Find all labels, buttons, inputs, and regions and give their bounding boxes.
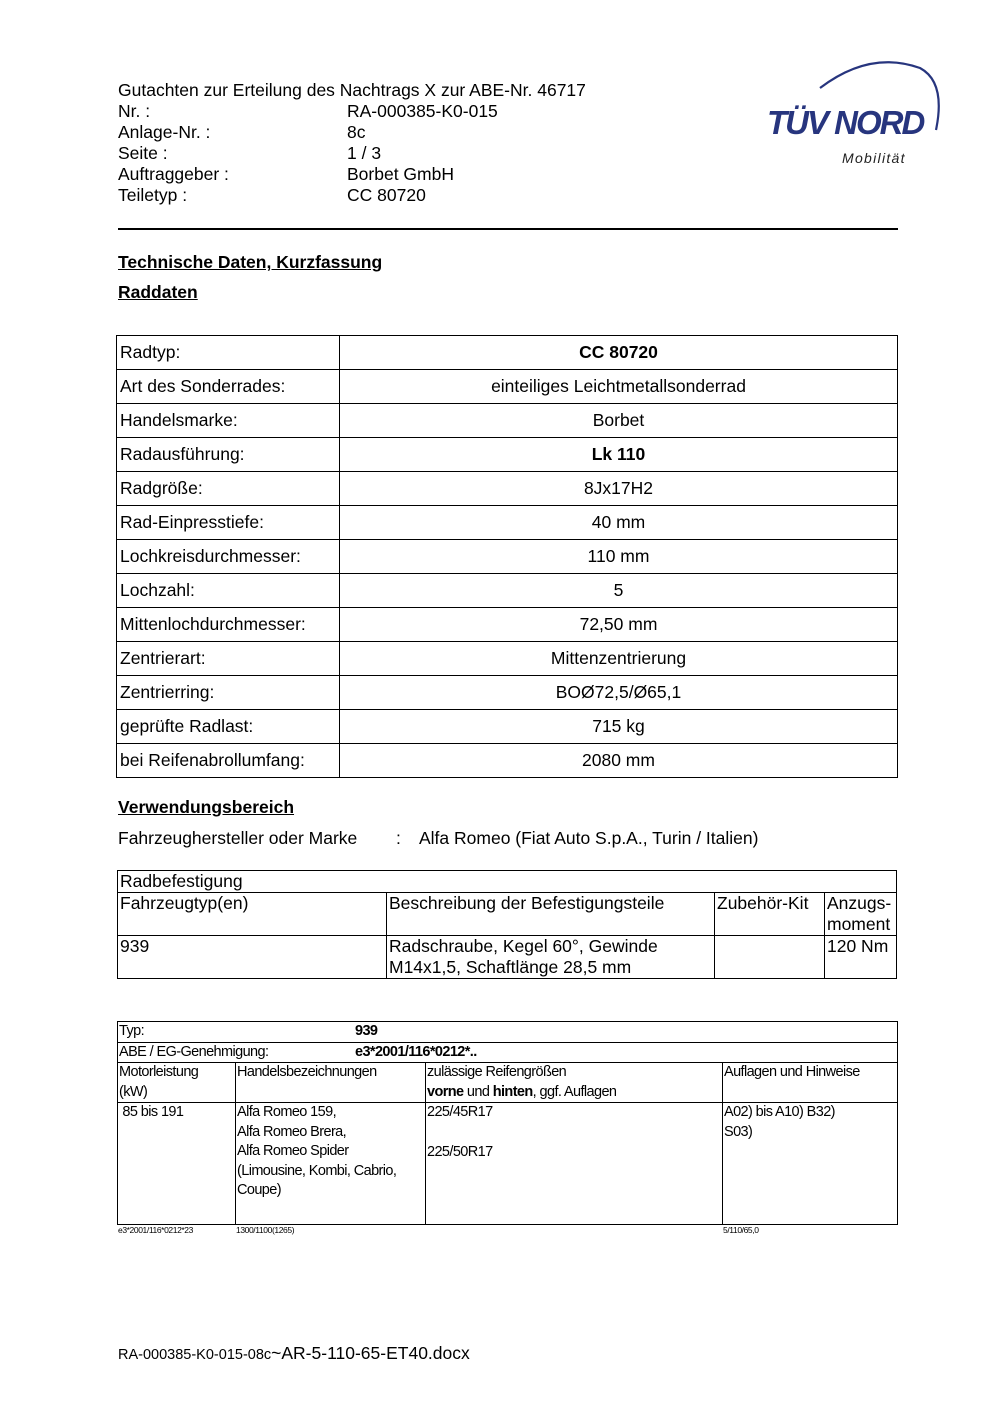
row-value: 5	[340, 574, 898, 608]
logo-text: TÜV NORD	[767, 104, 924, 141]
filename-part: RA-000385-K0-015-08c	[118, 1347, 272, 1363]
typ-value: 939	[355, 1023, 378, 1039]
header-line: Motorleistung	[119, 1064, 199, 1080]
table-row	[117, 336, 898, 370]
table-row	[117, 506, 898, 540]
table-row	[117, 676, 898, 710]
row-value: BOØ72,5/Ø65,1	[340, 676, 898, 710]
row-value: 715 kg	[340, 710, 898, 744]
header-label: Teiletyp :	[118, 185, 188, 205]
column-header: Zubehör-Kit	[715, 893, 825, 936]
header-line: Anzugs-	[827, 893, 892, 913]
header-motor	[118, 1063, 236, 1103]
row-label: Radgröße:	[117, 472, 340, 506]
cell-beschreibung	[387, 936, 715, 979]
table-row	[118, 936, 897, 979]
header-auflagen: Auflagen und Hinweise	[723, 1063, 898, 1103]
column-header: Fahrzeugtyp(en)	[118, 893, 387, 936]
table-row	[117, 608, 898, 642]
cell-line: 225/50R17	[427, 1143, 493, 1160]
usage-line	[118, 828, 758, 849]
foot-code: 1300/1100(1265)	[236, 1225, 295, 1235]
befestigung-title: Radbefestigung	[118, 871, 897, 893]
raddaten-heading: Raddaten	[118, 282, 198, 302]
befestigung-table	[117, 870, 897, 979]
header-row-auftraggeber	[118, 164, 586, 185]
table-row	[118, 871, 897, 893]
header-label: Seite :	[118, 143, 168, 163]
row-label: Zentrierart:	[117, 642, 340, 676]
verwendung-heading: Verwendungsbereich	[118, 797, 295, 817]
row-value: Borbet	[340, 404, 898, 438]
row-label: bei Reifenabrollumfang:	[117, 744, 340, 778]
row-label: Zentrierring:	[117, 676, 340, 710]
usage-separator: :	[396, 828, 401, 848]
row-value: 110 mm	[340, 540, 898, 574]
abe-cell	[118, 1042, 898, 1063]
header-hinten: hinten	[492, 1083, 533, 1100]
usage-value: Alfa Romeo (Fiat Auto S.p.A., Turin / Italien)	[419, 828, 759, 848]
header-divider	[118, 228, 898, 230]
cell-line: 225/45R17	[427, 1104, 493, 1120]
table-row	[117, 472, 898, 506]
table-row	[117, 404, 898, 438]
table-row	[117, 642, 898, 676]
header-label: Auftraggeber :	[118, 164, 229, 184]
header-label: Nr. :	[118, 101, 151, 121]
filename-part: ~AR-5-110-65-ET40.docx	[271, 1343, 470, 1363]
table-row	[117, 744, 898, 778]
header-line	[427, 1083, 721, 1103]
table-row	[117, 710, 898, 744]
row-label: Rad-Einpresstiefe:	[117, 506, 340, 540]
cell-kit	[715, 936, 825, 979]
cell-line: M14x1,5, Schaftlänge 28,5 mm	[389, 957, 632, 977]
cell-handel	[236, 1103, 426, 1225]
column-header-anzug	[825, 893, 897, 936]
header-handel: Handelsbezeichnungen	[236, 1063, 426, 1103]
cell-reifen	[426, 1103, 723, 1225]
cell-line: S03)	[724, 1123, 753, 1140]
header-value: Borbet GmbH	[347, 164, 454, 184]
typ-cell	[118, 1022, 898, 1043]
foot-code: 5/110/65,0	[723, 1225, 759, 1235]
row-label: Handelsmarke:	[117, 404, 340, 438]
row-value: 2080 mm	[340, 744, 898, 778]
cell-typ: 939	[118, 936, 387, 979]
column-header: Beschreibung der Befestigungsteile	[387, 893, 715, 936]
row-value: Mittenzentrierung	[340, 642, 898, 676]
row-value: 8Jx17H2	[340, 472, 898, 506]
cell-motor: 85 bis 191	[118, 1103, 236, 1225]
row-value: Lk 110	[340, 438, 898, 472]
abe-row	[118, 1042, 898, 1063]
row-label: geprüfte Radlast:	[117, 710, 340, 744]
abe-label: ABE / EG-Genehmigung:	[119, 1043, 269, 1060]
header-row-teiletyp	[118, 185, 586, 206]
row-label: Lochkreisdurchmesser:	[117, 540, 340, 574]
cell-line: Coupe)	[237, 1182, 281, 1198]
row-value: CC 80720	[340, 336, 898, 370]
row-value: einteiliges Leichtmetallsonderrad	[340, 370, 898, 404]
header-vorne: vorne	[427, 1083, 464, 1100]
typ-label: Typ:	[119, 1023, 144, 1039]
cell-line: (Limousine, Kombi, Cabrio,	[237, 1162, 397, 1179]
header-row-seite	[118, 143, 586, 164]
table-row	[117, 438, 898, 472]
table-header-row	[118, 1063, 898, 1103]
section-title: Technische Daten, Kurzfassung	[118, 252, 383, 272]
cell-line: Alfa Romeo Brera,	[237, 1123, 347, 1140]
cell-line: Alfa Romeo 159,	[237, 1104, 337, 1120]
row-label: Art des Sonderrades:	[117, 370, 340, 404]
header-line: (kW)	[119, 1083, 148, 1100]
table-row	[118, 1103, 898, 1225]
foot-code: e3*2001/116*0212*23	[118, 1225, 193, 1235]
header-line: moment	[827, 914, 891, 934]
typ-row	[118, 1022, 898, 1043]
cell-line: Alfa Romeo Spider	[237, 1143, 349, 1159]
header-und: und	[463, 1083, 493, 1100]
document-header	[118, 80, 586, 206]
row-label: Lochzahl:	[117, 574, 340, 608]
row-label: Radtyp:	[117, 336, 340, 370]
header-value: 8c	[347, 122, 366, 142]
table-row	[117, 574, 898, 608]
table-row	[117, 370, 898, 404]
cell-line: A02) bis A10) B32)	[724, 1104, 835, 1120]
document-title: Gutachten zur Erteilung des Nachtrags X zur ABE-Nr. 46717	[118, 80, 586, 100]
typ-table	[117, 1021, 898, 1225]
header-line: zulässige Reifengrößen	[427, 1064, 567, 1080]
abe-value: e3*2001/116*0212*..	[355, 1043, 477, 1060]
header-value: RA-000385-K0-015	[347, 101, 498, 121]
row-value: 72,50 mm	[340, 608, 898, 642]
document-filename	[118, 1343, 470, 1364]
raddaten-table	[116, 335, 898, 778]
table-header-row	[118, 893, 897, 936]
row-value: 40 mm	[340, 506, 898, 540]
row-label: Mittenlochdurchmesser:	[117, 608, 340, 642]
tuev-nord-logo	[760, 58, 940, 170]
header-row-nr	[118, 101, 586, 122]
header-auflagen-note: , ggf. Auflagen	[532, 1083, 617, 1100]
usage-label: Fahrzeughersteller oder Marke	[118, 828, 358, 848]
cell-auflagen	[723, 1103, 898, 1225]
cell-moment: 120 Nm	[825, 936, 897, 979]
header-row-anlage	[118, 122, 586, 143]
cell-line: Radschraube, Kegel 60°, Gewinde	[389, 936, 658, 956]
header-label: Anlage-Nr. :	[118, 122, 211, 142]
row-label: Radausführung:	[117, 438, 340, 472]
table-row	[117, 540, 898, 574]
header-value: 1 / 3	[347, 143, 382, 163]
header-value: CC 80720	[347, 185, 426, 205]
header-reifen	[426, 1063, 723, 1103]
logo-subtitle: Mobilität	[842, 150, 906, 166]
